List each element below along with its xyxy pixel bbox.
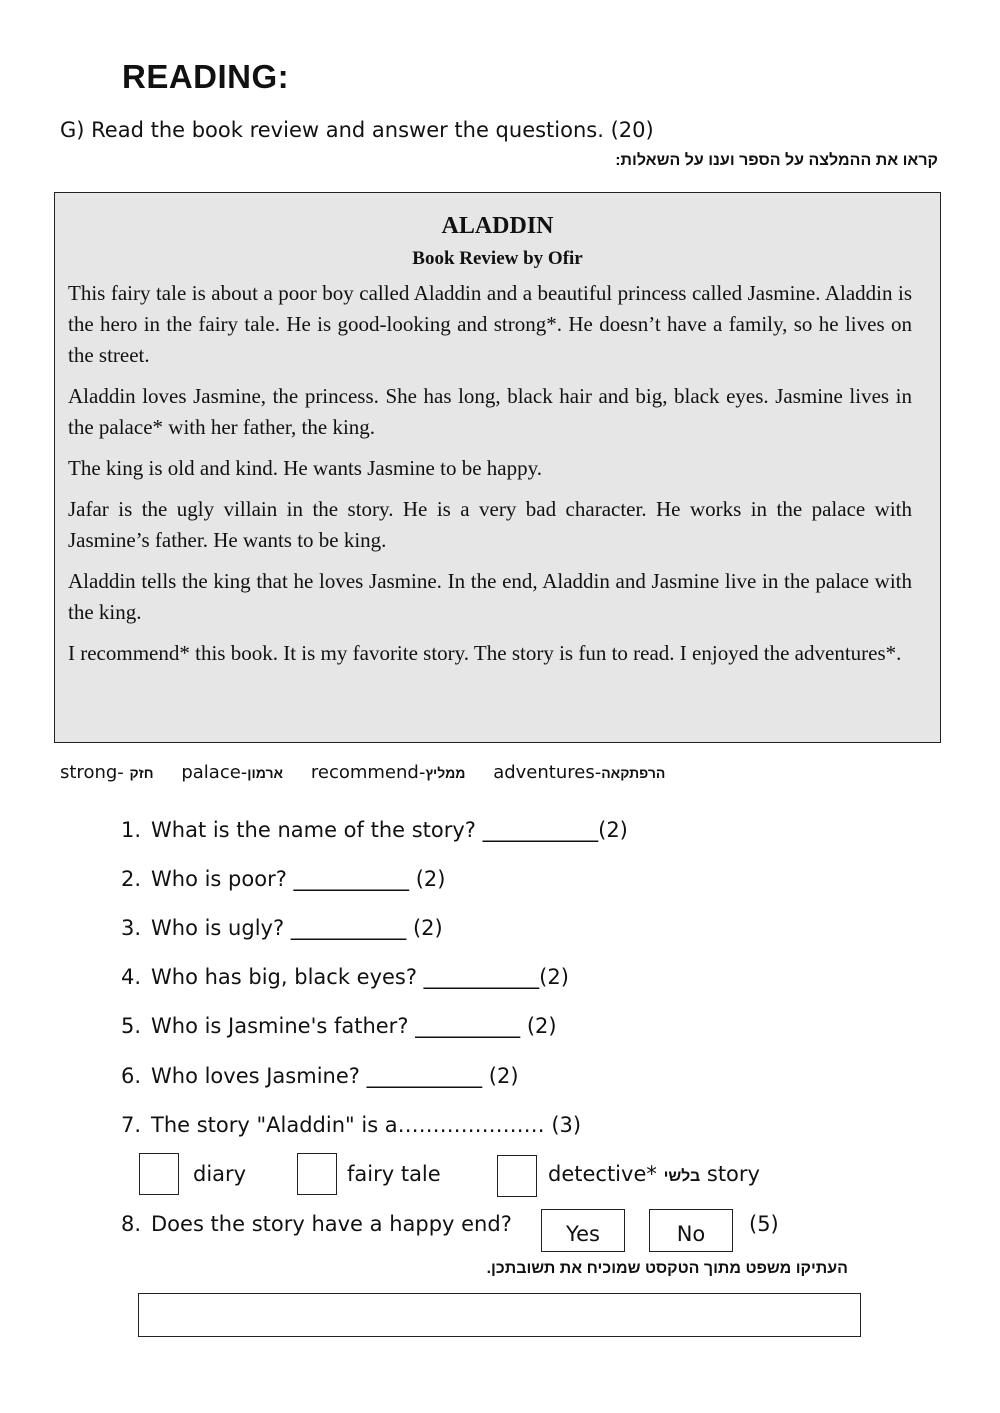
option-fairy-tale-label: fairy tale [347, 1162, 441, 1186]
review-paragraph: I recommend* this book. It is my favorite story. The story is fun to read. I enjoyed the adventures*. [68, 641, 902, 665]
question-6: 6. Who loves Jasmine? ___________ (2) [121, 1064, 519, 1088]
review-paragraph: This fairy tale is about a poor boy called Aladdin and a beautiful princess called Jasmine. Aladdin is the hero in the fairy tale. He is good-looking and strong*. He doesn’t have a family, so he lives on the street. [68, 281, 912, 367]
option-detective-label: detective* בלשי story [548, 1162, 760, 1186]
question-1: 1. What is the name of the story? ___________(2) [121, 818, 628, 842]
checkbox-detective-story[interactable] [497, 1155, 537, 1197]
yes-answer-box[interactable]: Yes [541, 1209, 625, 1252]
vocab-item: palace-ארמון [181, 762, 284, 783]
checkbox-fairy-tale[interactable] [297, 1153, 337, 1195]
review-subtitle: Book Review by Ofir [412, 248, 583, 269]
vocabulary-line [60, 762, 687, 783]
review-paragraph: Aladdin tells the king that he loves Jasmine. In the end, Aladdin and Jasmine live in the palace with the king. [68, 569, 912, 624]
question-7: 7. The story "Aladdin" is a………………… (3) [121, 1113, 582, 1137]
review-body [55, 278, 940, 669]
question-3: 3. Who is ugly? ___________ (2) [121, 916, 443, 940]
option-diary-label: diary [193, 1162, 247, 1186]
copy-sentence-answer-box[interactable] [138, 1293, 861, 1337]
question-8-points: (5) [749, 1212, 779, 1236]
vocab-item: recommend-ממליץ [310, 762, 466, 783]
vocab-item: adventures-הרפתקאה [493, 762, 666, 783]
question-8: 8. Does the story have a happy end? [121, 1212, 512, 1236]
review-paragraph: Aladdin loves Jasmine, the princess. She has long, black hair and big, black eyes. Jasmine lives in the palace* with her father, the king. [68, 384, 912, 439]
question-2: 2. Who is poor? ___________ (2) [121, 867, 446, 891]
no-answer-box[interactable]: No [649, 1209, 733, 1252]
vocab-item: strong- חזק [60, 762, 154, 783]
checkbox-diary[interactable] [139, 1153, 179, 1195]
instruction-hebrew: קראו את ההמלצה על הספר וענו על השאלות: [615, 152, 938, 169]
instruction: G) Read the book review and answer the questions. (20) [60, 118, 654, 142]
review-box [54, 192, 941, 743]
review-paragraph: The king is old and kind. He wants Jasmine to be happy. [68, 456, 542, 480]
question-5: 5. Who is Jasmine's father? __________ (2) [121, 1014, 557, 1038]
copy-sentence-instruction: העתיקו משפט מתוך הטקסט שמוכיח את תשובתכן. [486, 1260, 848, 1277]
review-paragraph: Jafar is the ugly villain in the story. He is a very bad character. He works in the palace with Jasmine’s father. He wants to be king. [68, 497, 912, 552]
page-title: READING: [122, 58, 290, 95]
review-title: ALADDIN [441, 213, 554, 239]
question-4: 4. Who has big, black eyes? ___________(2) [121, 965, 569, 989]
